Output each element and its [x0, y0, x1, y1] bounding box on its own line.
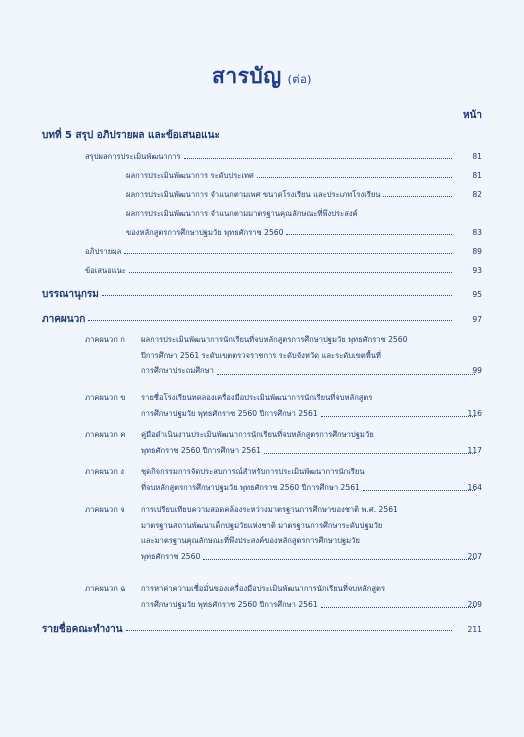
appendix-label: ภาคผนวก ฉ	[85, 584, 126, 593]
toc-entry[interactable]	[126, 169, 482, 182]
appendix-line: ปีการศึกษา 2561 ระดับเขตตรวจราชการ ระดับจังหวัด และระดับเขตพื้นที่	[141, 350, 381, 360]
leader-dots	[126, 630, 452, 631]
appendix-label: ภาคผนวก ข	[85, 393, 126, 402]
toc-entry[interactable]	[126, 226, 482, 239]
toc-entry-page: 89	[472, 247, 482, 256]
chapter-heading	[42, 129, 220, 142]
appendix-line: ชุดกิจกรรมการจัดประสบการณ์สำหรับการประเมินพัฒนาการนักเรียน	[141, 467, 365, 476]
chapter-title: บทที่ 5 สรุป อภิปรายผล และข้อเสนอแนะ	[42, 130, 220, 141]
toc-entry-text: ข้อเสนอแนะ	[85, 266, 126, 275]
appendix-page: 209	[467, 599, 482, 609]
appendix-entry-d[interactable]	[85, 464, 482, 499]
leader-dots	[129, 272, 452, 273]
appendix-page: 207	[467, 551, 482, 561]
leader-dots	[383, 196, 452, 197]
appendix-entry-c[interactable]	[85, 427, 482, 462]
appendix-line: พุทธศักราช 2560	[141, 551, 201, 561]
appendix-line: การเปรียบเทียบความสอดคล้องระหว่างมาตรฐานการศึกษาของชาติ พ.ศ. 2561	[141, 505, 398, 514]
appendix-line: การศึกษาปฐมวัย พุทธศักราช 2560 ปีการศึกษา 2561	[141, 408, 318, 418]
leader-dots	[203, 559, 475, 560]
page-column-header: หน้า	[462, 110, 482, 121]
appendix-entry-e[interactable]	[85, 502, 482, 568]
leader-dots	[184, 158, 452, 159]
appendix-line: การหาค่าความเชื่อมั่นของเครื่องมือประเมินพัฒนาการนักเรียนที่จบหลักสูตร	[141, 584, 386, 593]
appendix-line: ผลการประเมินพัฒนาการนักเรียนที่จบหลักสูตรการศึกษาปฐมวัย พุทธศักราช 2560	[141, 335, 408, 344]
toc-entry-page: 82	[472, 190, 482, 199]
toc-entry-line	[126, 207, 358, 220]
leader-dots	[257, 177, 452, 178]
toc-entry-page: 97	[472, 315, 482, 324]
leader-dots	[321, 607, 475, 608]
toc-entry-text: ของหลักสูตรการศึกษาปฐมวัย พุทธศักราช 2560	[126, 228, 284, 237]
toc-entry-text: รายชื่อคณะทำงาน	[42, 624, 123, 635]
toc-entry-text: บรรณานุกรม	[42, 289, 99, 300]
appendix-page: 116	[467, 408, 482, 418]
appendix-line: คู่มือดำเนินงานประเมินพัฒนาการนักเรียนที่จบหลักสูตรการศึกษาปฐมวัย	[141, 430, 374, 439]
toc-entry-page: 211	[467, 625, 482, 634]
toc-entry[interactable]	[126, 188, 482, 201]
title-suffix: (ต่อ)	[287, 73, 312, 86]
appendix-line: การศึกษาประถมศึกษา	[141, 366, 214, 375]
title-text: สารบัญ	[212, 64, 282, 88]
appendix-label: ภาคผนวก ง	[85, 467, 124, 476]
appendix-label: ภาคผนวก ค	[85, 430, 126, 439]
appendix-line: มาตรฐานสถานพัฒนาเด็กปฐมวัยแห่งชาติ มาตรฐานการศึกษาระดับปฐมวัย	[141, 520, 383, 530]
appendix-line: และมาตรฐานคุณลักษณะที่พึงประสงค์ของหลักสูตรการศึกษาปฐมวัย	[141, 536, 360, 545]
toc-entry-text: ผลการประเมินพัฒนาการ ระดับประเทศ	[126, 171, 254, 180]
toc-entry-page: 95	[472, 290, 482, 299]
appendix-line: ที่จบหลักสูตรการศึกษาปฐมวัย พุทธศักราช 2560 ปีการศึกษา 2561	[141, 482, 360, 492]
toc-entry-page: 81	[472, 152, 482, 161]
appendix-page: 99	[472, 366, 482, 375]
leader-dots	[264, 453, 475, 454]
toc-entry-text: ผลการประเมินพัฒนาการ จำแนกตามเพศ ขนาดโรงเรียน และประเภทโรงเรียน	[126, 190, 381, 199]
toc-entry-text: สรุปผลการประเมินพัฒนาการ	[85, 152, 181, 161]
toc-appendix[interactable]	[42, 313, 482, 326]
page-title	[0, 60, 524, 93]
leader-dots	[88, 320, 452, 321]
toc-entry[interactable]	[85, 245, 482, 258]
appendix-label: ภาคผนวก ก	[85, 335, 125, 344]
leader-dots	[102, 295, 452, 296]
toc-entry[interactable]	[85, 150, 482, 163]
leader-dots	[124, 253, 452, 254]
appendix-label: ภาคผนวก จ	[85, 505, 125, 514]
appendix-entry-b[interactable]	[85, 390, 482, 425]
leader-dots	[217, 374, 475, 375]
toc-entry[interactable]	[85, 264, 482, 277]
appendix-page: 117	[467, 445, 482, 455]
appendix-line: การศึกษาปฐมวัย พุทธศักราช 2560 ปีการศึกษา 2561	[141, 599, 318, 609]
toc-entry-page: 93	[472, 266, 482, 275]
appendix-line: พุทธศักราช 2560 ปีการศึกษา 2561	[141, 445, 261, 455]
toc-bibliography[interactable]	[42, 288, 482, 301]
toc-working-group[interactable]	[42, 623, 482, 636]
leader-dots	[286, 234, 452, 235]
leader-dots	[321, 416, 475, 417]
appendix-entry-a[interactable]	[85, 332, 482, 384]
appendix-entry-f[interactable]	[85, 581, 482, 616]
toc-entry-page: 81	[472, 171, 482, 180]
toc-entry-text: อภิปรายผล	[85, 247, 122, 256]
toc-entry-text: ภาคผนวก	[42, 314, 86, 325]
appendix-line: รายชื่อโรงเรียนทดลองเครื่องมือประเมินพัฒนาการนักเรียนที่จบหลักสูตร	[141, 393, 373, 402]
toc-entry-text: ผลการประเมินพัฒนาการ จำแนกตามมาตรฐานคุณลักษณะที่พึงประสงค์	[126, 209, 358, 218]
appendix-page: 164	[467, 482, 482, 492]
toc-entry-page: 83	[472, 228, 482, 237]
